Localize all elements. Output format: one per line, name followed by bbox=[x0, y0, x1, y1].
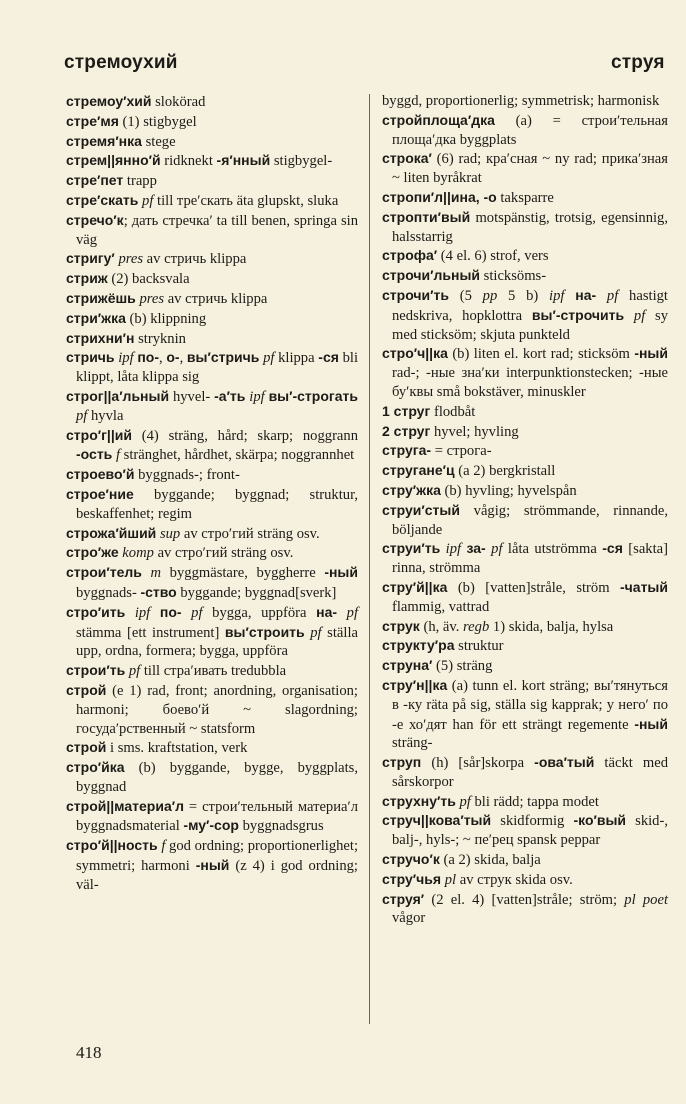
headword: стригу′ bbox=[66, 250, 115, 267]
definition-text: stämma [ett instrument] bbox=[76, 624, 225, 641]
dictionary-entry bbox=[382, 539, 668, 578]
grammar-label: komp bbox=[122, 545, 154, 562]
definition-text: (b) klippning bbox=[125, 310, 207, 327]
headword: -му′-сор bbox=[183, 817, 239, 834]
headword: -ся bbox=[318, 349, 339, 366]
headword: струп bbox=[382, 754, 422, 771]
headword: стрем||янно′й bbox=[66, 152, 161, 169]
grammar-label: pl bbox=[444, 871, 457, 888]
dictionary-entry bbox=[382, 344, 668, 401]
headword: о- bbox=[166, 349, 180, 366]
headword: стро′г||ий bbox=[66, 426, 132, 443]
headword: строчи′ть bbox=[382, 286, 449, 303]
headword: -я′нный bbox=[216, 152, 271, 169]
headword: -ный bbox=[324, 564, 358, 581]
dictionary-entry bbox=[382, 850, 668, 870]
definition-text: ställa upp, ordna, formera; bygga, uppföra bbox=[76, 624, 358, 660]
headword: стру′жка bbox=[382, 481, 441, 498]
headword: струи′стый bbox=[382, 501, 460, 518]
grammar-label: pf bbox=[76, 407, 88, 424]
headword: стро′ч||ка bbox=[382, 345, 448, 362]
dictionary-entry bbox=[66, 738, 358, 758]
grammar-label: f bbox=[161, 838, 166, 855]
headword: стручо′к bbox=[382, 851, 440, 868]
dictionary-entry bbox=[382, 422, 668, 442]
definition-text: i sms. kraftstation, verk bbox=[106, 740, 248, 757]
definition-text: , bbox=[179, 350, 187, 367]
dictionary-entry bbox=[66, 151, 358, 171]
headword: вы′-строчить bbox=[531, 306, 625, 323]
headword: строфа′ bbox=[382, 247, 438, 264]
headword: -ся bbox=[602, 540, 623, 557]
right-column bbox=[382, 92, 668, 928]
definition-text: (4) sträng, hård; skarp; noggrann bbox=[131, 427, 358, 444]
headword: -ный bbox=[634, 345, 668, 362]
dictionary-entry bbox=[382, 870, 668, 890]
running-head-left: стремоухий bbox=[64, 52, 178, 73]
headword: вы′строить bbox=[224, 623, 305, 640]
headword: за- bbox=[466, 540, 486, 557]
dictionary-entry bbox=[66, 387, 358, 426]
definition-text bbox=[142, 565, 151, 581]
definition-text: byggd, proportionerlig; symmetrisk; harmonisk bbox=[382, 93, 660, 109]
headword: строи′тель bbox=[66, 564, 142, 581]
dictionary-entry bbox=[66, 269, 358, 289]
headword: стру′чья bbox=[382, 870, 442, 887]
dictionary-entry bbox=[382, 246, 668, 266]
definition-text: slokörad bbox=[151, 94, 206, 110]
definition-text: flammig, vattrad bbox=[392, 598, 490, 615]
grammar-label: pf bbox=[633, 307, 646, 324]
definition-text: (b) hyvling; hyvelspån bbox=[440, 482, 577, 499]
dictionary-entry bbox=[382, 676, 668, 753]
headword: стро′ить bbox=[66, 603, 126, 620]
headword: стро′й||ность bbox=[66, 837, 158, 854]
grammar-label: sup bbox=[159, 525, 181, 542]
definition-text bbox=[182, 605, 192, 621]
dictionary-entry bbox=[66, 191, 358, 211]
headword: -а′ть bbox=[214, 387, 246, 404]
definition-text: byggnads-; front- bbox=[134, 467, 240, 484]
dictionary-entry bbox=[66, 524, 358, 544]
headword: структу′ра bbox=[382, 637, 455, 654]
headword: 1 струг bbox=[382, 402, 431, 419]
definition-text: [sakta] rinna, strömma bbox=[392, 541, 668, 577]
headword: строево′й bbox=[66, 466, 135, 483]
definition-text: (2) backsvala bbox=[107, 271, 190, 288]
definition-text: sy med sticksöm; skjuta punkteld bbox=[392, 307, 668, 343]
dictionary-entry bbox=[66, 661, 358, 681]
definition-text: (2 el. 4) [vatten]stråle; ström; bbox=[424, 891, 625, 908]
dictionary-entry bbox=[66, 465, 358, 485]
headword: строка′ bbox=[382, 150, 432, 167]
definition-text: god ordning; proportionerlighet; symmetri; harmoni bbox=[76, 838, 358, 875]
dictionary-entry bbox=[66, 603, 358, 661]
headword: стремоу′хий bbox=[66, 93, 152, 109]
definition-text: (4 el. 6) strof, vers bbox=[437, 248, 549, 265]
dictionary-entry bbox=[382, 266, 668, 286]
dictionary-entry bbox=[66, 289, 358, 309]
headword: стри′жка bbox=[66, 309, 126, 326]
definition-text: rad-; -ные зна′ки interpunktionstecken; -ные бу′квы små bokstäver, minuskler bbox=[392, 365, 668, 400]
headword: -ко′вый bbox=[573, 812, 627, 829]
grammar-label: pf bbox=[142, 192, 154, 209]
definition-text: täckt med sårskorpor bbox=[392, 755, 668, 790]
dictionary-entry bbox=[66, 543, 358, 563]
dictionary-entry bbox=[66, 348, 358, 387]
grammar-label: pres bbox=[139, 290, 165, 307]
dictionary-entry bbox=[66, 426, 358, 466]
dictionary-entry bbox=[66, 112, 358, 132]
definition-text: byggande; byggnad; struktur, beskaffenhet; regim bbox=[76, 486, 358, 522]
grammar-label: ipf bbox=[118, 350, 134, 367]
headword: стремя′нка bbox=[66, 132, 142, 149]
dictionary-entry bbox=[382, 792, 668, 812]
definition-text: byggnads- bbox=[76, 584, 141, 601]
dictionary-entry bbox=[382, 753, 668, 792]
headword: строжа′йший bbox=[66, 524, 157, 541]
dictionary-entry bbox=[382, 286, 668, 344]
headword: струна′ bbox=[382, 657, 433, 674]
dictionary-entry bbox=[382, 501, 668, 540]
headword: струи′ть bbox=[382, 540, 441, 557]
definition-text: flodbåt bbox=[430, 403, 476, 420]
dictionary-entry bbox=[382, 188, 668, 208]
headword: вы′стричь bbox=[186, 349, 260, 366]
grammar-label: ipf bbox=[249, 388, 265, 405]
grammar-label: pf bbox=[491, 541, 503, 558]
grammar-label: pf bbox=[346, 604, 359, 621]
headword: стре′скать bbox=[66, 191, 139, 208]
dictionary-entry bbox=[66, 485, 358, 524]
headword: строй bbox=[66, 681, 107, 698]
definition-text: av стро′гий sträng osv. bbox=[153, 545, 294, 562]
definition-text: av стро′гий sträng osv. bbox=[180, 525, 320, 542]
definition-text: låta utströmma bbox=[502, 541, 603, 558]
definition-text: (h) [sår]skorpa bbox=[421, 755, 535, 772]
definition-text: sträng- bbox=[392, 735, 433, 752]
definition-text: bli rädd; tappa modet bbox=[470, 793, 599, 810]
definition-text: motspänstig, trotsig, egensinnig, halsstarrig bbox=[392, 209, 668, 245]
dictionary-entry bbox=[382, 636, 668, 656]
headword: стро′же bbox=[66, 544, 119, 561]
headword: стро′йка bbox=[66, 759, 125, 776]
headword: строй bbox=[66, 739, 107, 756]
dictionary-entry bbox=[382, 149, 668, 188]
definition-text: (h, äv. bbox=[419, 618, 464, 635]
grammar-label: pf bbox=[310, 624, 322, 641]
headword: стриж bbox=[66, 270, 108, 287]
grammar-label: ipf bbox=[549, 287, 565, 304]
definition-text: struktur bbox=[454, 638, 504, 655]
dictionary-entry bbox=[66, 211, 358, 250]
definition-text: hyvel- bbox=[169, 388, 215, 405]
definition-text: vågor bbox=[392, 910, 426, 927]
headword: струга- bbox=[382, 442, 432, 459]
headword: по- bbox=[137, 349, 159, 366]
definition-text: ridknekt bbox=[160, 153, 217, 170]
definition-text bbox=[624, 308, 634, 324]
definition-text: av стричь klippa bbox=[164, 290, 268, 307]
headword: стройплоща′дка bbox=[382, 111, 495, 128]
grammar-label: regb bbox=[463, 618, 490, 635]
dictionary-entry bbox=[382, 811, 668, 850]
headword: строи′ть bbox=[66, 662, 126, 679]
definition-text bbox=[125, 605, 135, 621]
definition-text: 1) skida, balja, hylsa bbox=[489, 618, 614, 635]
grammar-label: ipf bbox=[445, 541, 462, 558]
definition-text: av стричь klippa bbox=[143, 251, 247, 268]
headword: -ный bbox=[634, 715, 668, 732]
definition-text: byggande; byggnad[sverk] bbox=[176, 584, 337, 601]
headword: стречо′к bbox=[66, 211, 124, 228]
headword: -ость bbox=[76, 446, 113, 463]
headword: на- bbox=[316, 603, 338, 620]
definition-text: hyvel; hyvling bbox=[430, 423, 519, 440]
dictionary-entry bbox=[66, 758, 358, 797]
definition-text: stege bbox=[141, 133, 176, 150]
definition-text: hastigt nedskriva, hopklottra bbox=[392, 287, 668, 324]
headword: по- bbox=[159, 603, 182, 620]
dictionary-entry bbox=[66, 309, 358, 329]
definition-text: (z 4) i god ordning; väl- bbox=[76, 858, 358, 893]
definition-text: (6) rad; кра′сная ~ ny rad; прика′зная ~ liten byråkrat bbox=[392, 151, 668, 187]
dictionary-entry bbox=[382, 890, 668, 929]
running-head-right: струя bbox=[611, 52, 665, 73]
headword: стре′мя bbox=[66, 112, 119, 129]
headword: стропи′л||ина, -о bbox=[382, 188, 497, 205]
headword: струч||кова′тый bbox=[382, 812, 492, 829]
headword: стрихни′н bbox=[66, 329, 135, 346]
definition-text: 5 b) bbox=[497, 287, 550, 304]
headword: стре′пет bbox=[66, 172, 124, 189]
headword: стру′й||ка bbox=[382, 578, 448, 595]
definition-text: (5 bbox=[448, 287, 483, 304]
definition-text: bygga, uppföra bbox=[202, 604, 317, 621]
definition-text: hyvla bbox=[87, 407, 124, 424]
definition-text: klippa bbox=[274, 350, 319, 367]
definition-text: (5) sträng bbox=[432, 658, 493, 675]
definition-text: till стра′ивать tredubbla bbox=[140, 663, 287, 680]
headword: -ный bbox=[195, 857, 230, 874]
grammar-label: pf bbox=[459, 793, 471, 810]
headword: -чатый bbox=[620, 578, 668, 595]
dictionary-entry bbox=[66, 132, 358, 152]
definition-text: av струк skida osv. bbox=[456, 871, 573, 888]
dictionary-entry bbox=[382, 111, 668, 150]
headword: струя′ bbox=[382, 890, 425, 907]
headword: стричь bbox=[66, 349, 115, 366]
headword: стругане′ц bbox=[382, 462, 455, 479]
dictionary-entry bbox=[382, 578, 668, 617]
definition-text: stränghet, hårdhet, skärpa; noggrannhet bbox=[120, 447, 355, 464]
definition-text: , bbox=[159, 350, 167, 367]
definition-text: (b) [vatten]stråle, ström bbox=[447, 579, 620, 596]
grammar-label: ipf bbox=[134, 604, 151, 621]
definition-text: byggmästare, byggherre bbox=[161, 565, 325, 582]
dictionary-entry bbox=[66, 563, 358, 603]
dictionary-entry bbox=[382, 402, 668, 422]
dictionary-entry bbox=[66, 681, 358, 738]
headword: строчи′льный bbox=[382, 267, 481, 284]
definition-text: till тре′скать äta glupskt, sluka bbox=[153, 192, 339, 209]
headword: строй||материа′л bbox=[66, 797, 184, 814]
definition-text: stryknin bbox=[134, 330, 186, 347]
definition-text: ; дать стречка′ ta till benen, springa sin väg bbox=[76, 212, 358, 248]
dictionary-entry bbox=[66, 797, 358, 837]
headword: на- bbox=[575, 286, 597, 303]
definition-text: (e 1) rad, front; anordning, organisation; harmoni; боево′й ~ slagordning; госуда′рственный ~ statsform bbox=[76, 682, 358, 737]
page-number: 418 bbox=[76, 1043, 102, 1062]
dictionary-entry bbox=[382, 441, 668, 461]
definition-text: (b) byggande, bygge, byggplats, byggnad bbox=[76, 760, 358, 795]
grammar-label: pl poet bbox=[624, 891, 668, 908]
grammar-label: pres bbox=[118, 251, 144, 268]
grammar-label: pf bbox=[128, 663, 141, 680]
definition-text: trapp bbox=[123, 173, 157, 190]
definition-text bbox=[564, 288, 575, 304]
definition-text: sticksöms- bbox=[480, 268, 547, 285]
grammar-label: pf bbox=[263, 350, 275, 367]
definition-text: (b) liten el. kort rad; sticksöm bbox=[447, 346, 635, 363]
headword: струк bbox=[382, 617, 420, 634]
grammar-label: pf bbox=[191, 604, 203, 621]
dictionary-entry bbox=[382, 617, 668, 637]
dictionary-entry bbox=[382, 208, 668, 247]
definition-text: (1) stigbygel bbox=[118, 113, 197, 130]
headword: 2 струг bbox=[382, 422, 431, 439]
definition-text: skidformig bbox=[491, 813, 574, 830]
headword: строе′ние bbox=[66, 485, 134, 502]
dictionary-entry bbox=[66, 249, 358, 269]
definition-text: bli klippt, låta klippa sig bbox=[76, 350, 358, 386]
definition-text: byggnadsgrus bbox=[238, 818, 324, 835]
definition-text: taksparre bbox=[496, 189, 554, 206]
dictionary-entry bbox=[382, 481, 668, 501]
definition-text: stigbygel- bbox=[270, 153, 333, 170]
headword: строг||а′льный bbox=[66, 387, 170, 404]
grammar-label: pp bbox=[482, 287, 498, 304]
dictionary-entry bbox=[66, 836, 358, 894]
dictionary-entry bbox=[382, 656, 668, 676]
dictionary-entry bbox=[66, 329, 358, 349]
grammar-label: m bbox=[150, 565, 162, 582]
headword: вы′-строгать bbox=[268, 387, 358, 404]
dictionary-entry bbox=[66, 92, 358, 112]
definition-text: (a 2) skida, balja bbox=[439, 852, 541, 869]
definition-text: vågig; strömmande, rinnande, böljande bbox=[392, 502, 668, 538]
dictionary-entry bbox=[382, 461, 668, 481]
headword: стру′н||ка bbox=[382, 676, 448, 693]
definition-text: (a) tunn el. kort sträng; вы′тянуться в -ку räta på sig, ställa sig kapprak; у него′ по -е хо′дят han för ett strängt regemente bbox=[392, 677, 668, 733]
dictionary-entry bbox=[382, 92, 668, 111]
definition-text: = строи′тельный материа′л byggnadsmaterial bbox=[76, 798, 358, 835]
headword: стропти′вый bbox=[382, 208, 471, 225]
headword: струхну′ть bbox=[382, 792, 456, 809]
dictionary-entry bbox=[66, 171, 358, 191]
headword: -ство bbox=[140, 583, 177, 600]
definition-text: = строга- bbox=[431, 443, 492, 460]
grammar-label: pf bbox=[606, 287, 619, 304]
headword: -ова′тый bbox=[534, 754, 595, 771]
definition-text: (a) = строи′тельная площа′дка byggplats bbox=[392, 112, 668, 148]
definition-text bbox=[337, 605, 347, 621]
grammar-label: f bbox=[115, 447, 120, 464]
definition-text bbox=[596, 288, 607, 304]
definition-text bbox=[150, 605, 160, 621]
headword: стрижёшь bbox=[66, 289, 136, 306]
left-column bbox=[66, 92, 358, 895]
definition-text: (a 2) bergkristall bbox=[454, 463, 556, 480]
definition-text: skid-, balj-, hyls-; ~ пе′рец spansk peppar bbox=[392, 813, 668, 849]
column-divider bbox=[369, 94, 370, 1024]
